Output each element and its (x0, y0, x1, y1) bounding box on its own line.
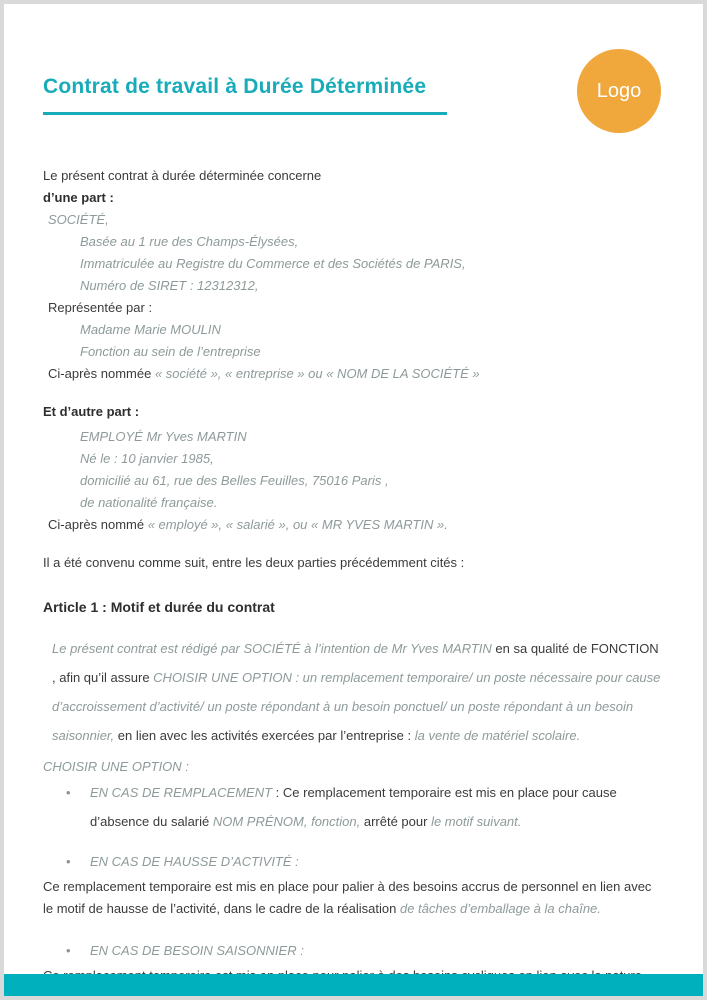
page-content (4, 4, 703, 1000)
logo-label: Logo (596, 79, 642, 102)
text-segment: : Ce remplacement temporaire est mis en place pour cause d’absence du salarié (90, 785, 617, 829)
text-segment: Le présent contrat est rédigé par SOCIÉTÉ à l’intention de Mr Yves MARTIN (52, 641, 492, 656)
text-segment: Fonction au sein de l’entreprise (80, 344, 261, 359)
logo-badge (577, 49, 661, 133)
paragraph (43, 209, 663, 231)
paragraph (43, 492, 663, 514)
paragraph (43, 363, 663, 385)
paragraph (43, 319, 663, 341)
text-segment: Ci-après nommée (48, 366, 155, 381)
text-segment: Le présent contrat à durée déterminée concerne (43, 168, 322, 183)
section-heading (43, 596, 663, 618)
text-segment: en lien avec les activités exercées par l’entreprise : (114, 728, 415, 743)
text-segment: Représentée par : (48, 300, 153, 315)
text-segment: NOM PRÉNOM, fonction, (212, 814, 361, 829)
text-segment: CHOISIR UNE OPTION : un remplacement temporaire/ un poste nécessaire pour cause d’accroissement d’activité/ un poste répondant à un besoin ponctuel/ un poste répondant à un besoin saisonnier, (52, 670, 661, 743)
paragraph (43, 341, 663, 363)
text-segment: Et d’autre part : (43, 404, 140, 419)
text-segment: en sa qualité de FONCTION , afin qu’il assure (52, 641, 659, 685)
bullet-dot-icon: • (66, 854, 71, 869)
paragraph (43, 470, 663, 492)
paragraph (43, 187, 663, 209)
paragraph (43, 514, 663, 536)
bullet-dot-icon: • (66, 785, 71, 800)
text-segment: EMPLOYÉ Mr Yves MARTIN (80, 429, 247, 444)
page-title: Contrat de travail à Durée Déterminée (43, 75, 427, 98)
text-segment: « société », « entreprise » ou « NOM DE LA SOCIÉTÉ » (154, 366, 480, 381)
bullet-dot-icon: • (66, 943, 71, 958)
bullet-item (43, 778, 663, 836)
text-segment: Ce remplacement temporaire est mis en place pour palier à des besoins accrus de personnel en lien avec le motif de hausse de l’activité, dans le cadre de la réalisation (43, 879, 652, 916)
text-segment: SOCIÉTÉ, (48, 212, 109, 227)
text-segment: EN CAS DE HAUSSE D’ACTIVITÉ : (90, 854, 299, 869)
text-segment: arrêté pour (360, 814, 432, 829)
text-segment: « employé », « salarié », ou « MR YVES MARTIN ». (147, 517, 448, 532)
text-segment: la vente de matériel scolaire. (414, 728, 581, 743)
bullet-item (43, 847, 663, 876)
paragraph (43, 756, 663, 778)
text-segment: de nationalité française. (80, 495, 218, 510)
text-segment: EN CAS DE REMPLACEMENT (90, 785, 273, 800)
text-segment: Il a été convenu comme suit, entre les deux parties précédemment cités : (43, 555, 465, 570)
text-segment: d’une part : (43, 190, 114, 205)
text-segment: de tâches d’emballage à la chaîne. (399, 901, 601, 916)
paragraph (43, 426, 663, 448)
paragraph (43, 448, 663, 470)
text-segment: le motif suivant. (431, 814, 522, 829)
text-segment: Basée au 1 rue des Champs-Élysées, (80, 234, 299, 249)
text-segment: domicilié au 61, rue des Belles Feuilles, 75016 Paris , (80, 473, 389, 488)
paragraph (43, 231, 663, 253)
text-segment: Madame Marie MOULIN (80, 322, 221, 337)
paragraph (43, 876, 663, 920)
paragraph (43, 401, 663, 423)
paragraph (43, 165, 663, 187)
text-segment: Immatriculée au Registre du Commerce et des Sociétés de PARIS, (80, 256, 466, 271)
paragraph (43, 634, 663, 750)
document-body (43, 165, 663, 1000)
paragraph (43, 275, 663, 297)
text-segment: Article 1 : Motif et durée du contrat (43, 599, 275, 615)
paragraph (43, 253, 663, 275)
title-underline (43, 112, 447, 115)
bullet-item (43, 936, 663, 965)
text-segment: CHOISIR UNE OPTION : (43, 759, 189, 774)
text-segment: Ci-après nommé (48, 517, 148, 532)
text-segment: Numéro de SIRET : 12312312, (80, 278, 259, 293)
text-segment: Né le : 10 janvier 1985, (80, 451, 214, 466)
text-segment: EN CAS DE BESOIN SAISONNIER : (90, 943, 304, 958)
paragraph (43, 552, 663, 574)
paragraph (43, 297, 663, 319)
